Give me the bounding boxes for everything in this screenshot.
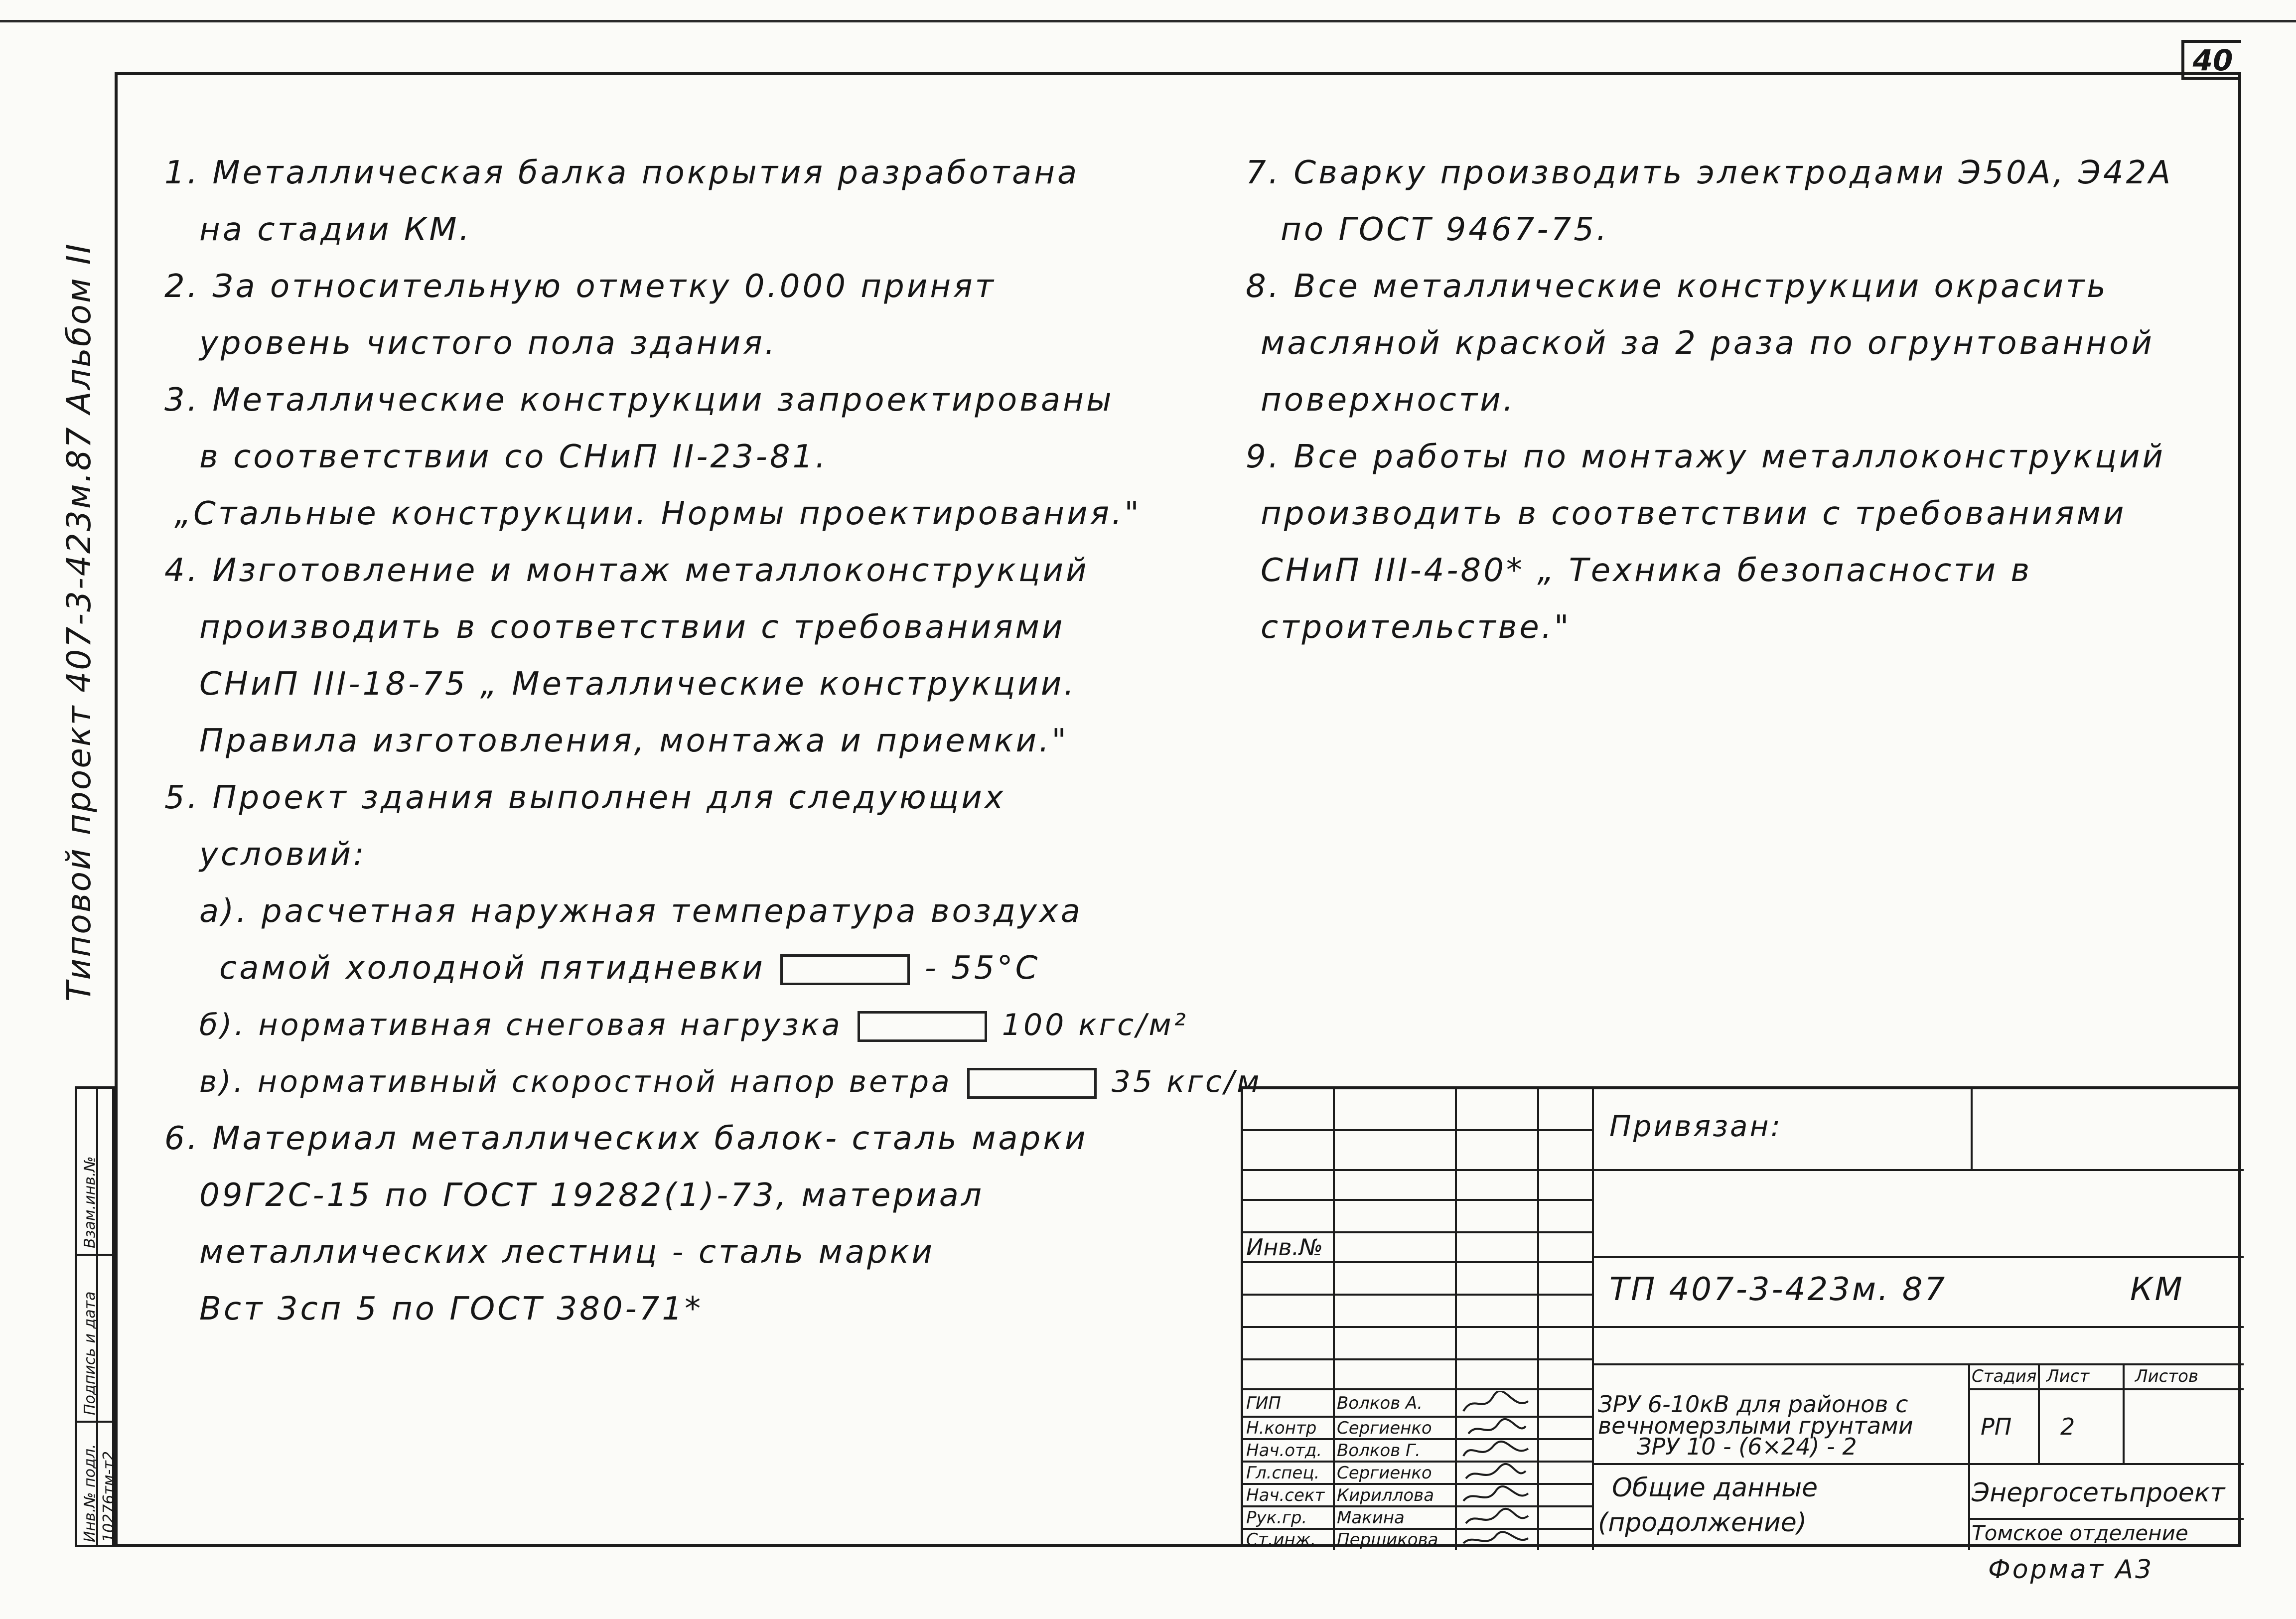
tb-vline — [1537, 1089, 1539, 1550]
side-stamp-inv-cell — [77, 1423, 118, 1545]
note-line: Правила изготовления, монтажа и приемки." — [199, 723, 1069, 759]
tb-role: Гл.спец. — [1246, 1463, 1320, 1483]
tb-name: Кириллова — [1337, 1485, 1435, 1505]
tb-hline — [1968, 1388, 2244, 1390]
condition-wind-label: в). нормативный скоростной напор ветра — [199, 1064, 952, 1099]
condition-wind — [164, 1053, 1262, 1110]
tb-sheets-label: Листов — [2135, 1366, 2199, 1386]
tb-stage-value: РП — [1981, 1413, 2012, 1440]
tb-role: Нач.отд. — [1246, 1441, 1322, 1461]
tb-hline — [1243, 1461, 1592, 1463]
signature-mark — [1466, 1464, 1526, 1478]
tb-hline — [1592, 1326, 2244, 1328]
tb-hline — [1592, 1169, 2244, 1171]
signature-mark — [1463, 1391, 1528, 1411]
tb-org-dept: Томское отделение — [1972, 1521, 2188, 1545]
note-line: 1. Металлическая балка покрытия разработана — [164, 154, 1080, 191]
signature-mark — [1468, 1419, 1526, 1434]
note-line: поверхности. — [1261, 382, 1516, 419]
tb-sheet-label: Лист — [2046, 1366, 2090, 1386]
notes-right — [1246, 145, 2173, 656]
tb-name: Волков Г. — [1337, 1441, 1421, 1461]
wind-value: 35 кгс/м — [1111, 1064, 1262, 1099]
tb-hline — [1243, 1326, 1592, 1328]
tb-name: Макина — [1337, 1508, 1405, 1528]
note-line: уровень чистого пола здания. — [199, 325, 778, 362]
note-line: на стадии КМ. — [199, 211, 472, 248]
tb-hline — [1592, 1463, 2244, 1465]
snow-value: 100 кгс/м² — [1002, 1008, 1188, 1042]
signature-mark — [1463, 1486, 1528, 1501]
note-line: 6. Материал металлических балок- сталь марки — [164, 1120, 1088, 1157]
side-stamp-podpis-label: Подпись и дата — [81, 1291, 99, 1415]
tb-hline — [1243, 1358, 1592, 1360]
side-stamp-inv-value: 10276тм-т2 — [100, 1451, 118, 1542]
note-line: 7. Сварку производить электродами Э50А, Э42А — [1246, 154, 2173, 191]
tb-sheet-value: 2 — [2060, 1413, 2075, 1440]
tb-sheet-title-2: (продолжение) — [1598, 1508, 1807, 1538]
side-stamp-inv-label: Инв.№ подл. — [81, 1444, 99, 1542]
note-line: по ГОСТ 9467-75. — [1281, 211, 1609, 248]
note-line: СНиП III-18-75 „ Металлические конструкции. — [199, 666, 1077, 703]
tb-name: Сергиенко — [1337, 1418, 1432, 1438]
signature-marks — [1458, 1391, 1533, 1548]
tb-vline — [1333, 1089, 1335, 1550]
tb-hline — [1243, 1483, 1592, 1485]
tb-inv-label: Инв.№ — [1246, 1234, 1323, 1261]
signature-mark — [1466, 1509, 1528, 1523]
signature-mark — [1463, 1442, 1528, 1456]
notes-left — [164, 145, 1262, 1337]
note-line: 4. Изготовление и монтаж металлоконструкций — [164, 552, 1089, 589]
tb-project-title-1: ЗРУ 6-10кВ для районов с — [1598, 1391, 1908, 1418]
note-line: 2. За относительную отметку 0.000 принят — [164, 268, 996, 305]
tb-role: ГИП — [1246, 1393, 1281, 1413]
tb-vline — [1592, 1089, 1594, 1550]
tb-role: Рук.гр. — [1246, 1508, 1307, 1528]
note-line: строительстве." — [1261, 609, 1572, 646]
tb-privyazan-label: Привязан: — [1609, 1109, 1783, 1143]
condition-temperature — [164, 940, 1262, 997]
tb-name: Сергиенко — [1337, 1463, 1432, 1483]
note-line: металлических лестниц - сталь марки — [199, 1234, 935, 1271]
tb-vline — [2038, 1363, 2040, 1463]
note-line: 3. Металлические конструкции запроектированы — [164, 382, 1114, 419]
tb-role: Ст.инж. — [1246, 1530, 1316, 1550]
side-stamp-vzam-label: Взам.инв.№ — [81, 1156, 99, 1248]
wind-box — [967, 1068, 1097, 1099]
note-line: СНиП III-4-80* „ Техника безопасности в — [1261, 552, 2032, 589]
condition-snow-label: б). нормативная снеговая нагрузка — [199, 1008, 843, 1042]
note-line: в соответствии со СНиП II-23-81. — [199, 439, 828, 475]
note-line: 8. Все металлические конструкции окрасить — [1246, 268, 2108, 305]
tb-role: Н.контр — [1246, 1418, 1317, 1438]
side-stamp — [75, 1086, 118, 1547]
note-line: 5. Проект здания выполнен для следующих — [164, 779, 1006, 816]
condition-temperature-label: самой холодной пятидневки — [219, 950, 765, 987]
note-line: условий: — [199, 836, 367, 873]
tb-hline — [1243, 1169, 1592, 1171]
tb-name: Волков А. — [1337, 1393, 1423, 1413]
note-line: „Стальные конструкции. Нормы проектирования." — [174, 495, 1142, 532]
tb-hline — [1243, 1505, 1592, 1507]
tb-hline — [1243, 1129, 1592, 1131]
tb-name: Першикова — [1337, 1530, 1438, 1550]
side-title: Типовой проект 407-3-423м.87 Альбом II — [60, 242, 98, 1002]
snow-box — [858, 1011, 987, 1042]
temperature-value: - 55°С — [924, 950, 1040, 987]
tb-vline — [2123, 1363, 2125, 1463]
signature-mark — [1463, 1532, 1528, 1543]
tb-stage-label: Стадия — [1972, 1366, 2037, 1386]
side-stamp-podpis-cell — [77, 1256, 112, 1423]
note-line: масляной краской за 2 раза по огрунтованной — [1261, 325, 2154, 362]
tb-hline — [1243, 1199, 1592, 1201]
tb-vline — [1971, 1089, 1973, 1169]
note-line: 9. Все работы по монтажу металлоконструкций — [1246, 439, 2165, 475]
note-line: 09Г2С-15 по ГОСТ 19282(1)-73, материал — [199, 1177, 984, 1214]
tb-hline — [1243, 1294, 1592, 1296]
tb-hline — [1243, 1388, 1592, 1390]
tb-hline — [1592, 1256, 2244, 1258]
side-stamp-vzam-cell — [77, 1089, 112, 1256]
tb-vline — [1455, 1089, 1457, 1550]
tb-hline — [1243, 1416, 1592, 1418]
tb-sheet-title-1: Общие данные — [1612, 1473, 1818, 1503]
top-edge-line — [0, 20, 2296, 22]
temperature-box — [780, 954, 910, 985]
tb-hline — [1243, 1438, 1592, 1440]
note-line: производить в соответствии с требованиями — [1261, 495, 2127, 532]
tb-hline — [1968, 1518, 2244, 1520]
tb-org-name: Энергосетьпроект — [1972, 1478, 2225, 1508]
format-label: Формат А3 — [1988, 1555, 2154, 1585]
tb-role: Нач.сект — [1246, 1485, 1325, 1505]
note-line: производить в соответствии с требованиями — [199, 609, 1065, 646]
tb-hline — [1243, 1261, 1592, 1263]
tb-project-title-2: вечномерзлыми грунтами — [1598, 1412, 1913, 1439]
note-line: Вст 3сп 5 по ГОСТ 380-71* — [199, 1291, 704, 1327]
tb-doc-code: ТП 407-3-423м. 87 — [1609, 1271, 1947, 1308]
page-number: 40 — [2181, 40, 2241, 80]
tb-vline — [1968, 1363, 1970, 1550]
condition-snow — [164, 997, 1262, 1053]
tb-mark: КМ — [2130, 1271, 2184, 1308]
tb-hline — [1592, 1363, 2244, 1365]
note-line: а). расчетная наружная температура воздуха — [199, 893, 1083, 930]
title-block — [1241, 1086, 2241, 1550]
tb-project-title-3: ЗРУ 10 - (6×24) - 2 — [1637, 1433, 1857, 1460]
tb-hline — [1243, 1231, 1592, 1233]
